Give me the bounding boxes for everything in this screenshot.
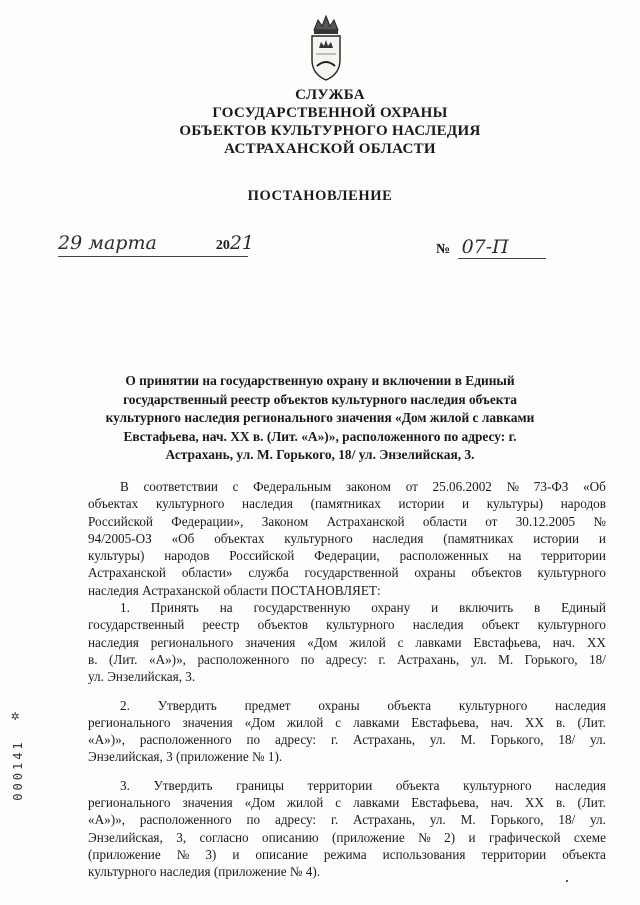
body-line: регионального значения «Дом жилой с лавками Евстафьева, нач. XX в. (Лит.	[88, 714, 606, 730]
body-line: ул. Энзелийская, 3.	[88, 669, 196, 685]
body-line: культуры) народов Российской Федерации, расположенных на территории	[88, 548, 606, 564]
number-value: 07-П	[461, 236, 509, 258]
date-day-month: 29 марта	[58, 232, 157, 254]
body-line: 3. Утвердить границы территории объекта культурного наследия	[120, 777, 606, 793]
subject-line: государственный реестр объектов культурного наследия объекта	[123, 391, 517, 407]
coat-of-arms-icon	[306, 14, 346, 84]
date-underline	[58, 256, 248, 257]
document-date	[58, 232, 254, 258]
registration-stamp	[8, 708, 28, 818]
stamp-mark-icon: ✲	[11, 708, 20, 724]
agency-line: ГОСУДАРСТВЕННОЙ ОХРАНЫ	[212, 105, 448, 121]
body-line: культурного наследия (приложение № 4).	[88, 864, 321, 880]
document-type-title: ПОСТАНОВЛЕНИЕ	[247, 188, 393, 204]
agency-line: СЛУЖБА	[295, 87, 365, 103]
date-year-suffix: 21	[229, 232, 254, 254]
preamble-paragraph	[88, 478, 606, 599]
subject-line: Евстафьева, нач. XX в. (Лит. «А»)», расположенного по адресу: г.	[123, 428, 517, 444]
body-line: государственный реестр объектов культурного наследия объект культурного	[88, 617, 606, 633]
body-line: В соответствии с Федеральным законом от 25.06.2002 № 73-ФЗ «Об	[120, 479, 606, 494]
body-line: 2. Утвердить предмет охраны объекта культурного наследия	[120, 697, 606, 713]
body-line: 1. Принять на государственную охрану и включить в Единый	[120, 600, 606, 616]
agency-line: АСТРАХАНСКОЙ ОБЛАСТИ	[224, 141, 436, 157]
number-sign: №	[436, 242, 451, 257]
body-line: Российской Федерации», Законом Астраханской области от 30.12.2005 №	[88, 513, 606, 529]
agency-line: ОБЪЕКТОВ КУЛЬТУРНОГО НАСЛЕДИЯ	[179, 123, 481, 139]
subject-line: О принятии на государственную охрану и включении в Единый	[125, 373, 515, 388]
document-number	[436, 236, 546, 260]
document-subject	[100, 372, 540, 465]
clause-3	[88, 777, 606, 881]
subject-line: культурного наследия регионального значения «Дом жилой с лавками	[105, 410, 535, 425]
body-line: Энзелийская, 3 (приложение № 1).	[88, 749, 283, 765]
body-line: Астраханской области» служба государственной охраны объектов культурного	[88, 565, 606, 581]
body-line: «А»)», расположенного по адресу: г. Астрахань, ул. М. Горького, 18/ ул.	[88, 732, 606, 748]
body-line: (приложение № 3) и описание режима использования территории объекта	[88, 846, 606, 862]
body-line: Энзелийская, 3, согласно описанию (приложение № 2) и графической схеме	[88, 829, 606, 845]
stamp-number: 000141	[11, 739, 25, 801]
date-year-prefix: 20	[215, 238, 230, 253]
subject-line: Астрахань, ул. М. Горького, 18/ ул. Энзелийская, 3.	[165, 447, 475, 462]
agency-name	[120, 86, 540, 158]
body-line: «А»)», расположенного по адресу: г. Астрахань, ул. М. Горького, 18/ ул.	[88, 812, 606, 828]
body-line: регионального значения «Дом жилой с лавками Евстафьева, нач. XX в. (Лит.	[88, 795, 606, 811]
clause-1	[88, 599, 606, 685]
number-underline	[458, 258, 546, 259]
body-line: наследия регионального значения «Дом жилой с лавками Евстафьева, нач. XX	[88, 634, 606, 650]
body-line: в. (Лит. «А»)», расположенного по адресу: г. Астрахань, ул. М. Горького, 18/	[88, 651, 606, 667]
clause-2	[88, 697, 606, 766]
scan-speck	[566, 880, 568, 882]
body-line: наследия Астраханской области ПОСТАНОВЛЯЕТ:	[88, 582, 381, 598]
document-body	[88, 478, 606, 881]
body-line: 94/2005-ОЗ «Об объектах культурного наследия (памятниках истории и	[88, 530, 606, 546]
body-line: объектах культурного наследия (памятниках истории и культуры) народов	[88, 496, 606, 512]
